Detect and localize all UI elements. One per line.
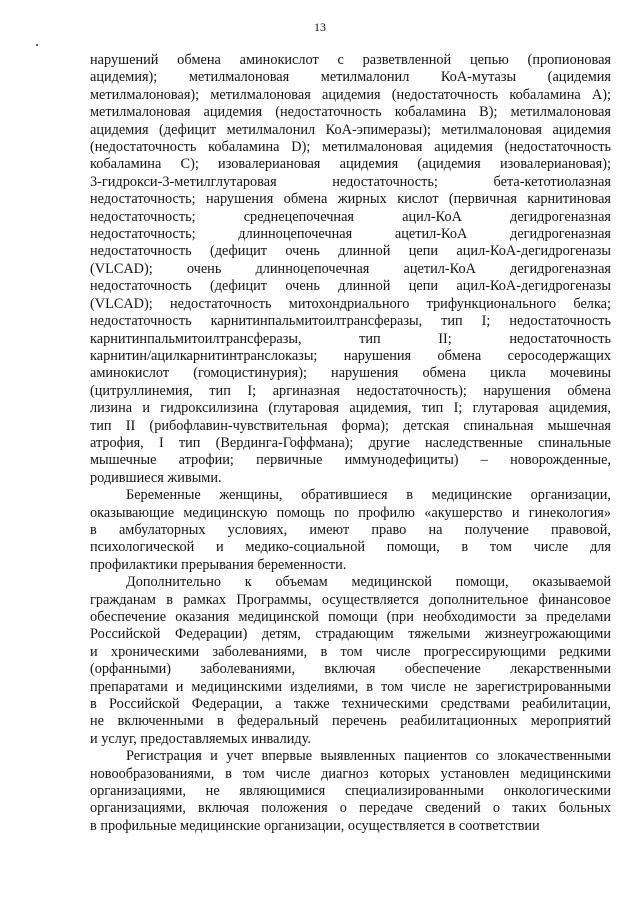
text-line: в Российской Федерации, а также техническими средствами реабилитации, xyxy=(90,696,611,713)
text-line: недостаточность (дефицит очень длинной цепи ацил-КоА-дегидрогеназы xyxy=(90,243,611,260)
text-line: ацидемия (дефицит метилмалонил КоА-эпимеразы); метилмалоновая ацидемия xyxy=(90,121,611,138)
text-line: лизина и гидроксилизина (глутаровая ацидемия, тип I; глутаровая ацидемия, xyxy=(90,400,611,417)
text-line: кобаламина С); изовалериановая ацидемия (ацидемия изовалериановая); xyxy=(90,156,611,173)
text-line: (недостаточность кобаламина D); метилмалоновая ацидемия (недостаточность xyxy=(90,139,611,156)
text-line: и услуг, предоставляемых инвалиду. xyxy=(90,730,311,747)
text-line: профилактики прерывания беременности. xyxy=(90,556,347,573)
text-line: атрофия, I тип (Вердинга-Гоффмана); другие наследственные спинальные xyxy=(90,434,611,451)
text-line: Регистрация и учет впервые выявленных пациентов со злокачественными xyxy=(126,748,611,765)
text-line: не включенными в федеральный перечень реабилитационных мероприятий xyxy=(90,713,611,730)
text-line: нарушений обмена аминокислот с разветвленной цепью (пропионовая xyxy=(90,52,611,68)
text-line: организациями, не являющимися специализированными онкологическими xyxy=(90,783,611,800)
text-line: аминокислот (гомоцистинурия); нарушения обмена цикла мочевины xyxy=(90,365,611,382)
text-line: препаратами и медицинскими изделиями, в том числе не зарегистрированными xyxy=(90,678,611,695)
text-line: (VLCAD); очень длинноцепочечная ацетил-КоА дегидрогеназная xyxy=(90,260,611,277)
margin-mark xyxy=(36,44,38,46)
text-line: Российской Федерации) детям, страдающим тяжелыми жизнеугрожающими xyxy=(90,626,611,643)
text-line: и хроническими заболеваниями, в том числе прогрессирующими редкими xyxy=(90,643,611,660)
text-line: гражданам в рамках Программы, осуществляется дополнительное финансовое xyxy=(90,591,611,608)
text-line: (орфанными) заболеваниями, включая обеспечение лекарственными xyxy=(90,661,611,678)
text-line: 3-гидрокси-3-метилглутаровая недостаточность; бета-кетотиолазная xyxy=(90,173,611,190)
text-line: карнитинпальмитоилтрансферазы, тип II; недостаточность xyxy=(90,330,611,347)
text-line: недостаточность карнитинпальмитоилтрансферазы, тип I; недостаточность xyxy=(90,313,611,330)
text-line: организациями, включая положения о передаче сведений о таких больных xyxy=(90,800,611,817)
text-line: новообразованиями, в том числе диагноз которых установлен медицинскими xyxy=(90,765,611,782)
text-line: метилмалоновая); метилмалоновая ацидемия (недостаточность кобаламина А); xyxy=(90,86,611,103)
text-line: карнитин/ацилкарнитинтранслоказы; нарушения обмена серосодержащих xyxy=(90,347,611,364)
page-number: 13 xyxy=(314,20,326,34)
text-line: недостаточность; среднецепочечная ацил-КоА дегидрогеназная xyxy=(90,208,611,225)
text-line: (VLCAD); недостаточность митохондриального трифункционального белка; xyxy=(90,295,611,312)
text-line: недостаточность; длинноцепочечная ацетил-КоА дегидрогеназная xyxy=(90,226,611,243)
paragraph xyxy=(90,487,611,574)
paragraph xyxy=(90,748,611,835)
paragraph xyxy=(90,574,611,748)
text-line: Беременные женщины, обратившиеся в медицинские организации, xyxy=(126,487,611,504)
text-line: психологической и медико-социальной помощи, в том числе для xyxy=(90,539,611,556)
text-line: метилмалоновая ацидемия (недостаточность кобаламина В); метилмалоновая xyxy=(90,104,611,121)
text-line: тип II (рибофлавин-чувствительная форма); детская спинальная мышечная xyxy=(90,417,611,434)
text-line: Дополнительно к объемам медицинской помощи, оказываемой xyxy=(126,574,611,591)
paragraph xyxy=(90,52,611,487)
text-line: оказывающие медицинскую помощь по профилю «акушерство и гинекология» xyxy=(90,504,611,521)
text-line: мышечные атрофии; первичные иммунодефициты) – новорожденные, xyxy=(90,452,611,469)
text-line: родившиеся живыми. xyxy=(90,469,222,486)
text-line: недостаточность; нарушения обмена жирных кислот (первичная карнитиновая xyxy=(90,191,611,208)
document-body xyxy=(90,52,611,835)
text-line: в амбулаторных условиях, имеют право на получение правовой, xyxy=(90,521,611,538)
text-line: недостаточность (дефицит очень длинной цепи ацил-КоА-дегидрогеназы xyxy=(90,278,611,295)
text-line: (цитруллинемия, тип I; аргиназная недостаточность); нарушения обмена xyxy=(90,382,611,399)
text-line: в профильные медицинские организации, осуществляется в соответствии xyxy=(90,817,540,834)
text-line: ацидемия); метилмалоновая метилмалонил КоА-мутазы (ацидемия xyxy=(90,69,611,86)
text-line: обеспечение оказания медицинской помощи (при необходимости за пределами xyxy=(90,609,611,625)
